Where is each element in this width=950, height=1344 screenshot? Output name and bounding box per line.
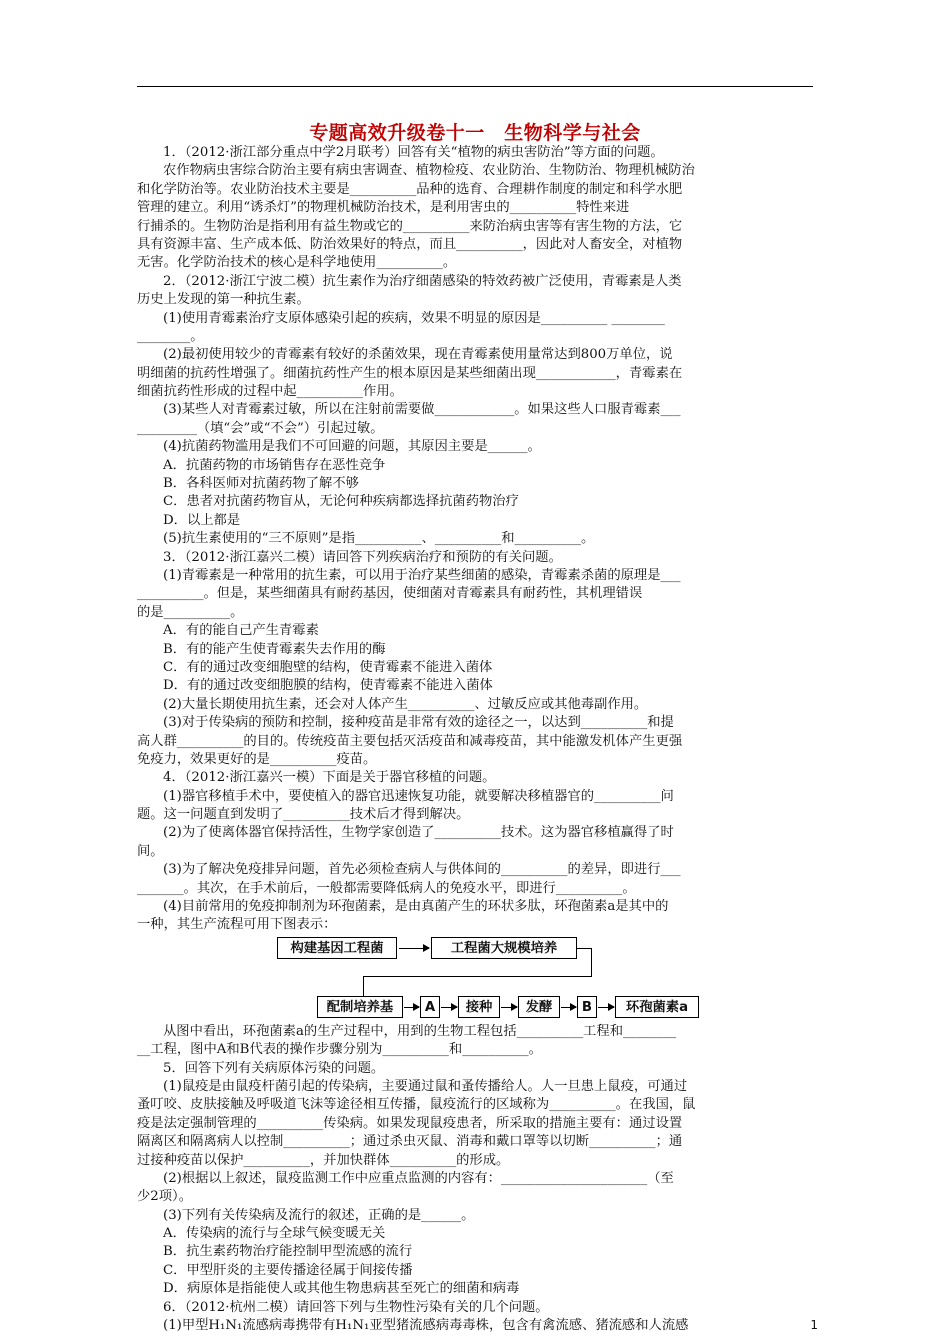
flow-arrow bbox=[441, 1007, 457, 1008]
flow-step-b: B bbox=[577, 996, 597, 1018]
flow-arrow bbox=[561, 1007, 576, 1008]
text-line: (2)为了使离体器官保持活性，生物学家创造了__________技术。这为器官移植赢得了时 bbox=[163, 825, 674, 841]
text-line: (3)对于传染病的预防和控制，接种疫苗是非常有效的途径之一，以达到__________和提 bbox=[163, 715, 674, 731]
flow-connector bbox=[363, 976, 592, 977]
text-line: (1)鼠疫是由鼠疫杆菌引起的传染病，主要通过鼠和蚤传播给人。人一旦患上鼠疫，可通过 bbox=[163, 1078, 688, 1094]
header-rule bbox=[137, 86, 813, 87]
text-line: 间。 bbox=[137, 843, 164, 859]
flow-arrow bbox=[399, 948, 429, 949]
page-title: 专题高效升级卷十一 生物科学与社会 bbox=[309, 122, 641, 144]
text-line: _______。其次，在手术前后，一般都需要降低病人的免疫水平，即进行__________。 bbox=[137, 880, 636, 896]
text-line: C．有的通过改变细胞壁的结构，使青霉素不能进入菌体 bbox=[163, 659, 493, 675]
text-line: (2)根据以上叙述，鼠疫监测工作中应重点监测的内容有：______________________（至 bbox=[163, 1170, 674, 1186]
text-line: 免疫力，效果更好的是__________疫苗。 bbox=[137, 751, 377, 767]
flow-connector bbox=[577, 948, 591, 949]
text-line: 从图中看出，环孢菌素a的生产过程中，用到的生物工程包括__________工程和________ bbox=[163, 1023, 677, 1039]
flow-step-build-engineered-strain: 构建基因工程菌 bbox=[277, 937, 397, 959]
text-line: 具有资源丰富、生产成本低、防治效果好的特点，而且__________，因此对人畜安全，对植物 bbox=[137, 236, 683, 252]
page-number: 1 bbox=[810, 1318, 818, 1332]
text-line: D．有的通过改变细胞膜的结构，使青霉素不能进入菌体 bbox=[163, 678, 493, 694]
text-line: 题。这一问题直到发明了__________技术后才得到解决。 bbox=[137, 807, 470, 823]
flow-step-ferment: 发酵 bbox=[518, 996, 560, 1018]
text-line: 疫是法定强制管理的__________传染病。如果发现鼠疫患者，所采取的措施主要有：通过设置 bbox=[137, 1115, 683, 1131]
flow-arrow bbox=[501, 1007, 517, 1008]
text-line: (4)目前常用的免疫抑制剂为环孢菌素，是由真菌产生的环状多肽，环孢菌素a是其中的 bbox=[163, 899, 669, 915]
text-line: 和化学防治等。农业防治技术主要是__________品种的选育、合理耕作制度的制定和科学水肥 bbox=[137, 181, 683, 197]
text-line: 2．（2012·浙江宁波二模）抗生素作为治疗细菌感染的特效药被广泛使用，青霉素是人类 bbox=[163, 273, 682, 289]
flow-step-cyclosporin-a: 环孢菌素a bbox=[615, 996, 699, 1018]
text-line: (1)器官移植手术中，要使植入的器官迅速恢复功能，就要解决移植器官的__________问 bbox=[163, 788, 674, 804]
text-line: 高人群__________的目的。传统疫苗主要包括灭活疫苗和减毒疫苗，其中能激发机体产生更强 bbox=[137, 733, 683, 749]
text-line: 3．（2012·浙江嘉兴二模）请回答下列疾病治疗和预防的有关问题。 bbox=[163, 549, 562, 565]
text-line: 明细菌的抗药性增强了。细菌抗药性产生的根本原因是某些细菌出现____________，青霉素在 bbox=[137, 365, 683, 381]
text-line: 农作物病虫害综合防治主要有病虫害调查、植物检疫、农业防治、生物防治、物理机械防治 bbox=[163, 163, 695, 179]
text-line: (3)某些人对青霉素过敏，所以在注射前需要做____________。如果这些人口服青霉素___ bbox=[163, 402, 681, 418]
text-line: 少2项）。 bbox=[137, 1189, 192, 1205]
text-line: A．抗菌药物的市场销售存在恶性竞争 bbox=[163, 457, 386, 473]
text-line: 6．（2012·杭州二模）请回答下列与生物性污染有关的几个问题。 bbox=[163, 1299, 549, 1315]
text-line: C．患者对抗菌药物盲从，无论何种疾病都选择抗菌药物治疗 bbox=[163, 494, 519, 510]
flow-connector bbox=[363, 976, 364, 997]
flow-diagram bbox=[137, 935, 813, 1023]
text-line: (3)下列有关传染病及流行的叙述，正确的是______。 bbox=[163, 1207, 475, 1223]
text-line: 的是__________。 bbox=[137, 604, 244, 620]
questions-part-1 bbox=[137, 144, 813, 935]
document-body bbox=[137, 144, 813, 1335]
text-line: B．抗生素药物治疗能控制甲型流感的流行 bbox=[163, 1244, 413, 1260]
text-line: (2)大量长期使用抗生素，还会对人体产生__________、过敏反应或其他毒副作用。 bbox=[163, 696, 648, 712]
text-line: A．传染病的流行与全球气候变暖无关 bbox=[163, 1226, 386, 1242]
text-line: C．甲型肝炎的主要传播途径属于间接传播 bbox=[163, 1262, 413, 1278]
text-line: 4．（2012·浙江嘉兴一模）下面是关于器官移植的问题。 bbox=[163, 770, 496, 786]
text-line: 一种，其生产流程可用下图表示： bbox=[137, 917, 337, 933]
text-line: (1)使用青霉素治疗支原体感染引起的疾病，效果不明显的原因是__________ ________ bbox=[163, 310, 665, 326]
text-line: 行捕杀的。生物防治是指利用有益生物或它的__________来防治病虫害等有害生物的方法，它 bbox=[137, 218, 683, 234]
text-line: 1．（2012·浙江部分重点中学2月联考）回答有关“植物的病虫害防治”等方面的问题。 bbox=[163, 145, 664, 160]
text-line: (4)抗菌药物滥用是我们不可回避的问题，其原因主要是______。 bbox=[163, 439, 541, 455]
text-line: D．以上都是 bbox=[163, 512, 241, 528]
text-line: ________。 bbox=[137, 328, 204, 344]
flow-step-a: A bbox=[420, 996, 440, 1018]
text-line: __工程，图中A和B代表的操作步骤分别为__________和__________。 bbox=[137, 1042, 542, 1058]
text-line: A．有的能自己产生青霉素 bbox=[163, 623, 319, 639]
text-line: __________。但是，某些细菌具有耐药基因，使细菌对青霉素具有耐药性，其机理错误 bbox=[137, 586, 643, 602]
text-line: (1)甲型H₁N₁流感病毒携带有H₁N₁亚型猪流感病毒毒株，包含有禽流感、猪流感和人流感 bbox=[163, 1318, 689, 1334]
text-line: (2)最初使用较少的青霉素有较好的杀菌效果，现在青霉素使用量常达到800万单位，说 bbox=[163, 347, 673, 363]
text-line: 过接种疫苗以保护__________，并加快群体__________的形成。 bbox=[137, 1152, 510, 1168]
flow-step-inoculate: 接种 bbox=[458, 996, 500, 1018]
flow-step-prepare-medium: 配制培养基 bbox=[317, 996, 403, 1018]
text-line: D．病原体是指能使人或其他生物患病甚至死亡的细菌和病毒 bbox=[163, 1281, 520, 1297]
flow-connector bbox=[591, 948, 592, 976]
flow-step-large-scale-culture: 工程菌大规模培养 bbox=[431, 937, 577, 959]
text-line: 无害。化学防治技术的核心是科学地使用__________。 bbox=[137, 255, 457, 271]
text-line: (3)为了解决免疫排异问题，首先必须检查病人与供体间的__________的差异，即进行___ bbox=[163, 862, 681, 878]
text-line: (1)青霉素是一种常用的抗生素，可以用于治疗某些细菌的感染，青霉素杀菌的原理是___ bbox=[163, 567, 681, 583]
text-line: 隔离区和隔离病人以控制__________；通过杀虫灭鼠、消毒和戴口罩等以切断__________；通 bbox=[137, 1134, 683, 1150]
text-line: 5．回答下列有关病原体污染的问题。 bbox=[163, 1060, 385, 1076]
text-line: 蚤叮咬、皮肤接触及呼吸道飞沫等途径相互传播，鼠疫流行的区域称为__________。在我国，鼠 bbox=[137, 1097, 696, 1113]
text-line: B．各科医师对抗菌药物了解不够 bbox=[163, 476, 359, 492]
text-line: 管理的建立。利用“诱杀灯”的物理机械防治技术，是利用害虫的__________特性来进 bbox=[137, 200, 630, 216]
text-line: _________（填“会”或“不会”）引起过敏。 bbox=[137, 420, 384, 436]
flow-arrow bbox=[598, 1007, 614, 1008]
questions-part-2 bbox=[137, 1023, 813, 1336]
text-line: B．有的能产生使青霉素失去作用的酶 bbox=[163, 641, 386, 657]
text-line: (5)抗生素使用的“三不原则”是指__________、__________和__________。 bbox=[163, 531, 595, 547]
text-line: 细菌抗药性形成的过程中起__________作用。 bbox=[137, 384, 403, 400]
text-line: 历史上发现的第一种抗生素。 bbox=[137, 292, 310, 308]
flow-arrow bbox=[404, 1007, 419, 1008]
